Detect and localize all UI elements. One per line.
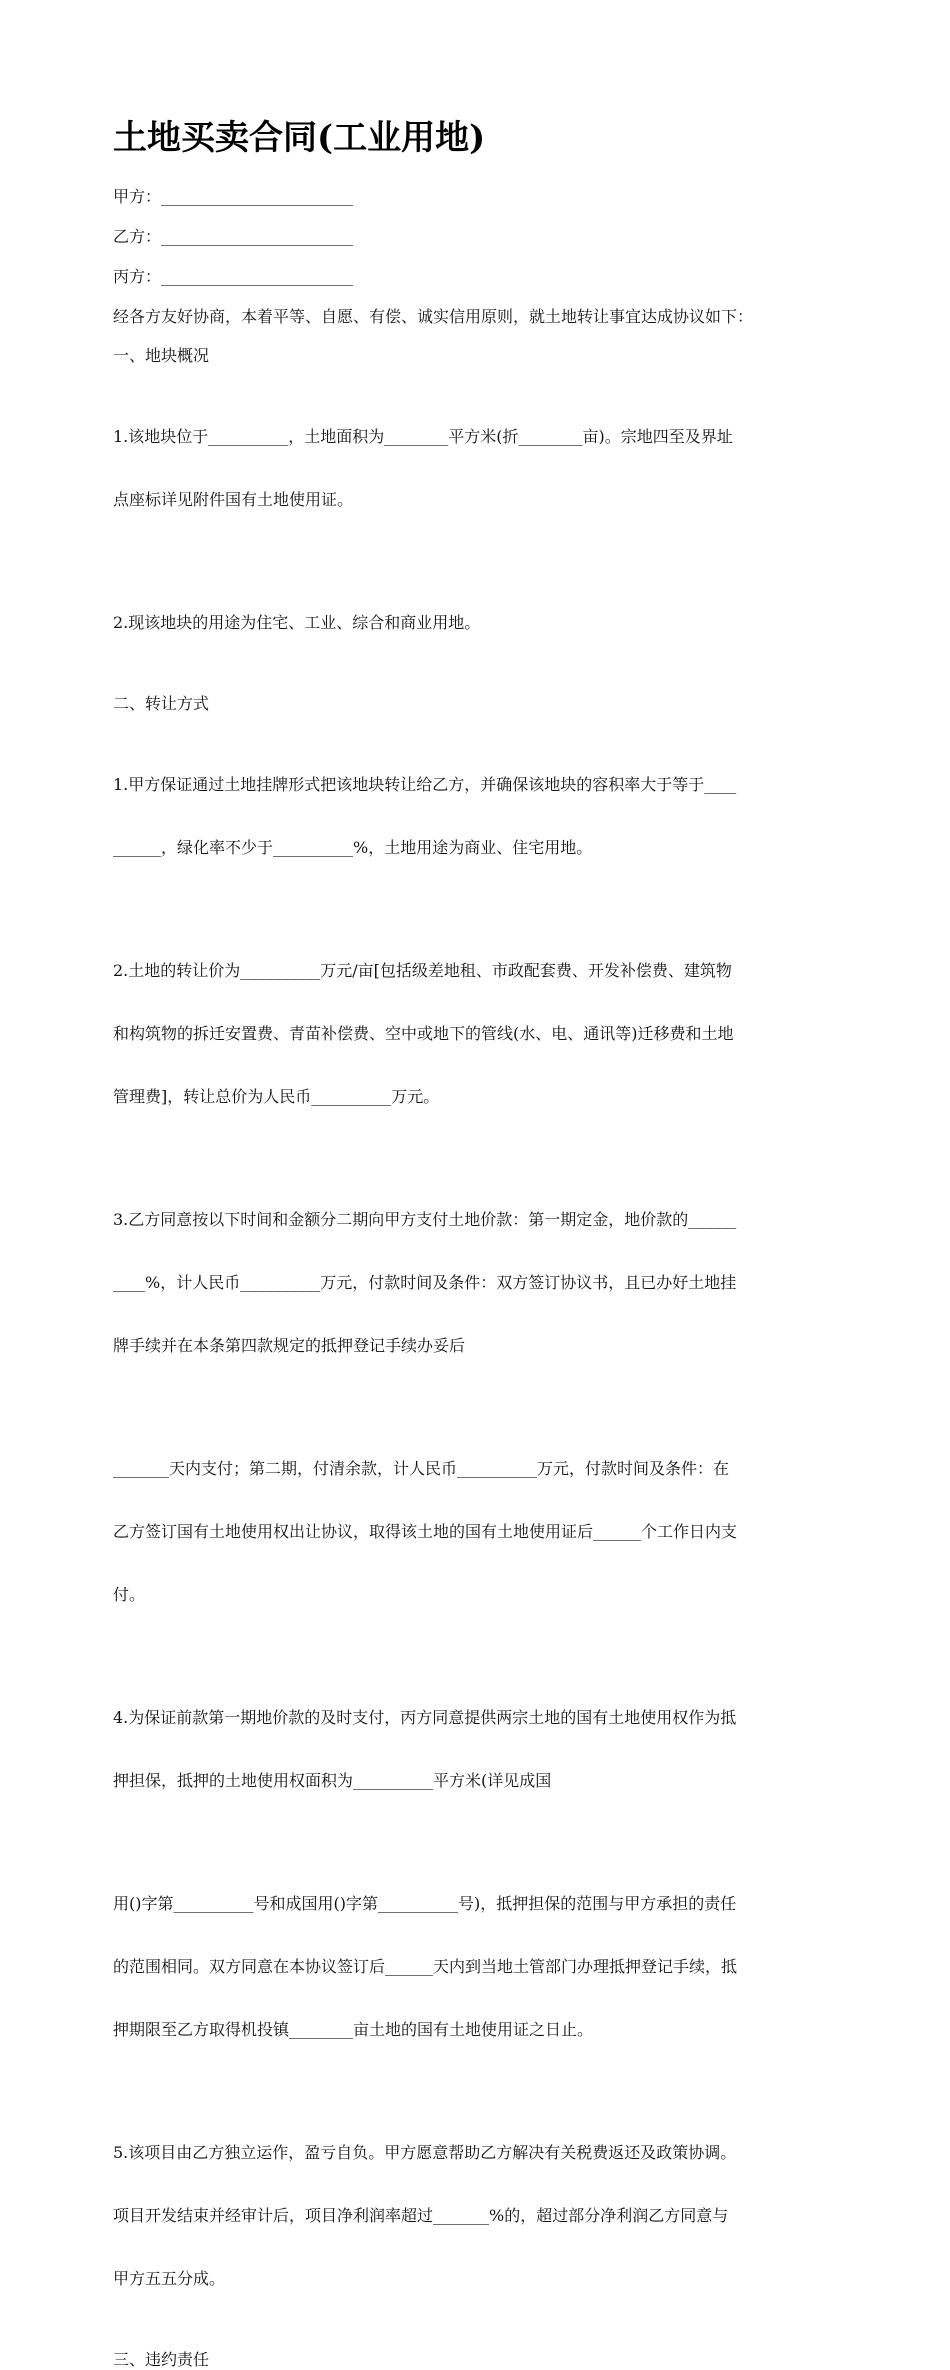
text-line: 用()字第__________号和成国用()字第__________号)，抵押担保的范围与甲方承担的责任 [113, 1894, 737, 1913]
party-a-line: 甲方：________________________ [113, 187, 354, 206]
section-2-clause-4-continued [113, 1851, 838, 2082]
section-1-clause-1 [113, 384, 838, 552]
text-line: 和构筑物的拆迁安置费、青苗补偿费、空中或地下的管线(水、电、通讯等)迁移费和土地 [113, 1024, 734, 1043]
document-title: 土地买卖合同(工业用地) [113, 118, 486, 158]
section-2-clause-1 [113, 732, 838, 900]
section-3-heading: 三、违约责任 [113, 2350, 210, 2369]
text-line: _______天内支付；第二期，付清余款，计人民币__________万元，付款时间及条件：在 [113, 1459, 730, 1478]
text-line: 1.该地块位于__________，土地面积为________平方米(折________亩)。宗地四至及界址 [113, 427, 733, 446]
text-line: 2.现该地块的用途为住宅、工业、综合和商业用地。 [113, 613, 481, 632]
text-line: 的范围相同。双方同意在本协议签订后______天内到当地土管部门办理抵押登记手续，抵 [113, 1957, 738, 1976]
section-2-clause-5 [113, 2100, 838, 2331]
text-line: 付。 [113, 1585, 146, 1604]
section-1-clause-2 [113, 570, 838, 675]
text-line: 3.乙方同意按以下时间和金额分二期向甲方支付土地价款：第一期定金，地价款的______ [113, 1210, 737, 1229]
text-line: 2.土地的转让价为__________万元/亩[包括级差地租、市政配套费、开发补偿费、建筑物 [113, 961, 732, 980]
text-line: ______，绿化率不少于__________%，土地用途为商业、住宅用地。 [113, 838, 593, 857]
text-line: 管理费]，转让总价为人民币__________万元。 [113, 1087, 440, 1106]
text-line: 4.为保证前款第一期地价款的及时支付，丙方同意提供两宗土地的国有土地使用权作为抵 [113, 1708, 737, 1727]
section-2-clause-2 [113, 918, 838, 1149]
section-2-clause-3-continued [113, 1416, 838, 1647]
text-line: 牌手续并在本条第四款规定的抵押登记手续办妥后 [113, 1336, 466, 1355]
text-line: 5.该项目由乙方独立运作，盈亏自负。甲方愿意帮助乙方解决有关税费返还及政策协调。 [113, 2143, 737, 2162]
text-line: ____%，计人民币__________万元，付款时间及条件：双方签订协议书，且已办好土地挂 [113, 1273, 737, 1292]
text-line: 1.甲方保证通过土地挂牌形式把该地块转让给乙方，并确保该地块的容积率大于等于____ [113, 775, 737, 794]
text-line: 押期限至乙方取得机投镇________亩土地的国有土地使用证之日止。 [113, 2020, 594, 2039]
intro-paragraph: 经各方友好协商，本着平等、自愿、有偿、诚实信用原则，就土地转让事宜达成协议如下： [113, 307, 754, 326]
text-line: 甲方五五分成。 [113, 2269, 226, 2288]
text-line: 项目开发结束并经审计后，项目净利润率超过_______%的，超过部分净利润乙方同意与 [113, 2206, 729, 2225]
text-line: 乙方签订国有土地使用权出让协议，取得该土地的国有土地使用证后______个工作日内支 [113, 1522, 738, 1541]
section-2-clause-4 [113, 1665, 838, 1833]
text-line: 押担保，抵押的土地使用权面积为__________平方米(详见成国 [113, 1771, 552, 1790]
section-2-clause-3 [113, 1167, 838, 1398]
section-2-heading: 二、转让方式 [113, 694, 210, 713]
party-c-line: 丙方：________________________ [113, 267, 354, 286]
section-1-heading: 一、地块概况 [113, 346, 210, 365]
party-b-line: 乙方：________________________ [113, 227, 354, 246]
text-line: 点座标详见附件国有土地使用证。 [113, 490, 354, 509]
